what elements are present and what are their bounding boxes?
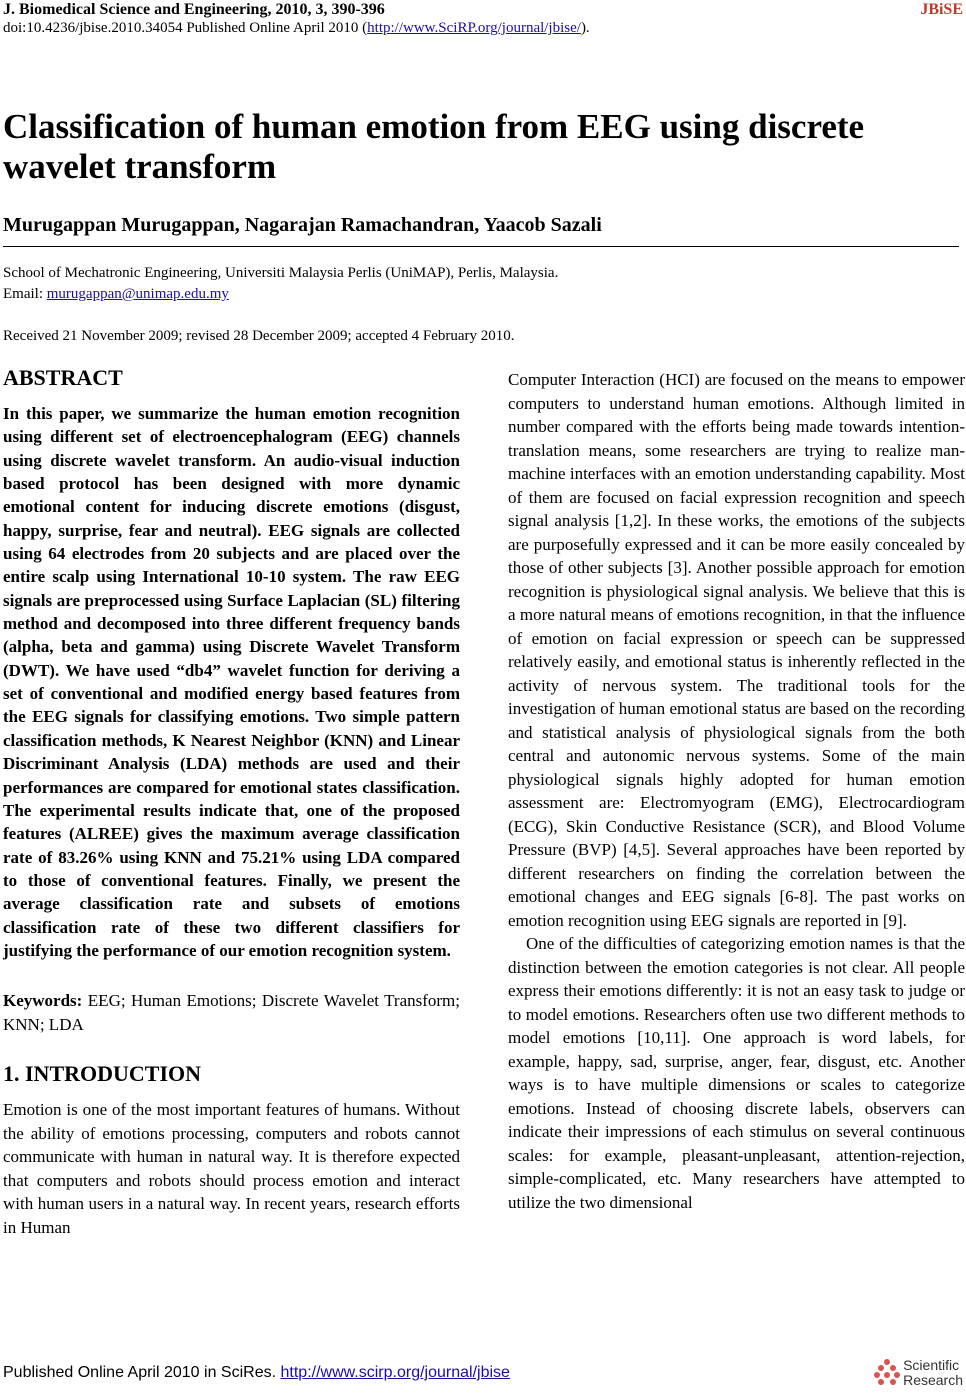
paper-title: Classification of human emotion from EEG using discrete wavelet transform bbox=[3, 107, 865, 186]
logo-line-2: Research bbox=[903, 1372, 963, 1388]
scientific-research-logo-icon bbox=[874, 1358, 900, 1388]
footer-journal-link[interactable]: http://www.scirp.org/journal/jbise bbox=[280, 1364, 510, 1381]
journal-abbreviation: JBiSE bbox=[920, 1, 963, 18]
email-link[interactable]: murugappan@unimap.edu.my bbox=[46, 286, 229, 302]
journal-url-link[interactable]: http://www.SciRP.org/journal/jbise/ bbox=[367, 20, 581, 36]
introduction-heading: 1. INTRODUCTION bbox=[3, 1061, 202, 1087]
received-dates: Received 21 November 2009; revised 28 December 2009; accepted 4 February 2010. bbox=[3, 328, 515, 344]
abstract-body: In this paper, we summarize the human emotion recognition using different set of electroencephalogram (EEG) channels using discrete wavelet transform. An audio-visual induction based protocol has been designed with more dynamic emotional content for inducing discrete emotions (disgust, happy, surprise, fear and neutral). EEG signals are collected using 64 electrodes from 20 subjects and are placed over the entire scalp using International 10-10 system. The raw EEG signals are preprocessed using Surface Laplacian (SL) filtering method and decomposed into three different frequency bands (alpha, beta and gamma) using Discrete Wavelet Transform (DWT). We have used “db4” wavelet function for deriving a set of conventional and modified energy based features from the EEG signals for classifying emotions. Two simple pattern classification methods, K Nearest Neighbor (KNN) and Linear Discriminant Analysis (LDA) methods are used and their performances are compared for emotional states classification. The experimental results indicate that, one of the proposed features (ALREE) gives the maximum average classification rate of 83.26% using KNN and 75.21% using LDA compared to those of conventional features. Finally, we present the average classification rate and subsets of emotions classification rate of these two different classifiers for justifying the performance of our emotion recognition system. bbox=[3, 404, 460, 960]
abstract-heading: ABSTRACT bbox=[3, 365, 123, 390]
introduction-paragraph-2: Computer Interaction (HCI) are focused on the means to empower computers to understand human emotions. Although limited in number compared with the efforts being made towards intention-translation means, some researchers are trying to realize man-machine interfaces with an emotion understanding capability. Most of them are focused on facial expression recognition and speech signal analysis [1,2]. In these works, the emotions of the subjects are purposefully expressed and it can be more easily concealed by those of other subjects [3]. Another possible approach for emotion recognition is physiological signal analysis. We believe that this is a more natural means of emotions recognition, in that the influence of emotion on facial expression or speech can be suppressed relatively easily, and emotional status is inherently reflected in the activity of nervous system. The traditional tools for the investigation of human emotional status are based on the recording and statistical analysis of physiological signals from the both central and autonomic nervous systems. Some of the main physiological signals highly adopted for human emotion assessment are: Electromyogram (EMG), Electrocardiogram (ECG), Skin Conductive Resistance (SCR), and Blood Volume Pressure (BVP) [4,5]. Several approaches have been reported by different researchers on finding the correlation between the emotional changes and EEG signals [6-8]. The past works on emotion recognition using EEG signals are reported in [9]. bbox=[508, 370, 965, 930]
email-label: Email: bbox=[3, 286, 47, 302]
logo-wordmark bbox=[903, 1358, 963, 1388]
author-list: Murugappan Murugappan, Nagarajan Ramachandran, Yaacob Sazali bbox=[3, 214, 602, 236]
keywords-list: EEG; Human Emotions; Discrete Wavelet Transform; KNN; LDA bbox=[3, 991, 460, 1034]
keywords bbox=[3, 989, 460, 1036]
footer-text: Published Online April 2010 in SciRes. bbox=[3, 1364, 281, 1381]
publisher-logo bbox=[874, 1358, 963, 1388]
affiliation: School of Mechatronic Engineering, Universiti Malaysia Perlis (UniMAP), Perlis, Malaysia. bbox=[3, 265, 559, 281]
introduction-paragraph-3: One of the difficulties of categorizing emotion names is that the distinction between the emotion categories is not clear. All people express their emotions differently: it is not an easy task to judge or to model emotions. Researchers often use two different methods to model emotions [10,11]. One approach is word labels, for example, happy, sad, surprise, anger, fear, disgust, etc. Another ways is to have multiple dimensions or scales to categorize emotions. Instead of choosing discrete labels, observers can indicate their impressions of each stimulus on several continuous scales: for example, pleasant-unpleasant, attention-rejection, simple-complicated, etc. Many researchers have attempted to utilize the two dimensional bbox=[508, 934, 965, 1212]
doi-suffix: ). bbox=[580, 20, 590, 36]
header-divider bbox=[3, 246, 959, 247]
logo-line-1: Scientific bbox=[903, 1357, 960, 1373]
page-footer bbox=[3, 1364, 510, 1382]
right-column bbox=[508, 368, 965, 1214]
introduction-paragraph-1: Emotion is one of the most important features of humans. Without the ability of emotions processing, computers and robots cannot communicate with human in natural way. It is therefore expected that computers and robots should process emotion and interact with human users in a natural way. In recent years, research efforts in Human bbox=[3, 1100, 460, 1237]
left-column bbox=[3, 364, 460, 1239]
journal-citation: J. Biomedical Science and Engineering, 2010, 3, 390-396 bbox=[3, 1, 385, 18]
doi-text: doi:10.4236/jbise.2010.34054 Published Online April 2010 ( bbox=[3, 20, 368, 36]
doi-line bbox=[3, 20, 590, 37]
keywords-label: Keywords: bbox=[3, 991, 83, 1011]
email-line bbox=[3, 286, 229, 303]
